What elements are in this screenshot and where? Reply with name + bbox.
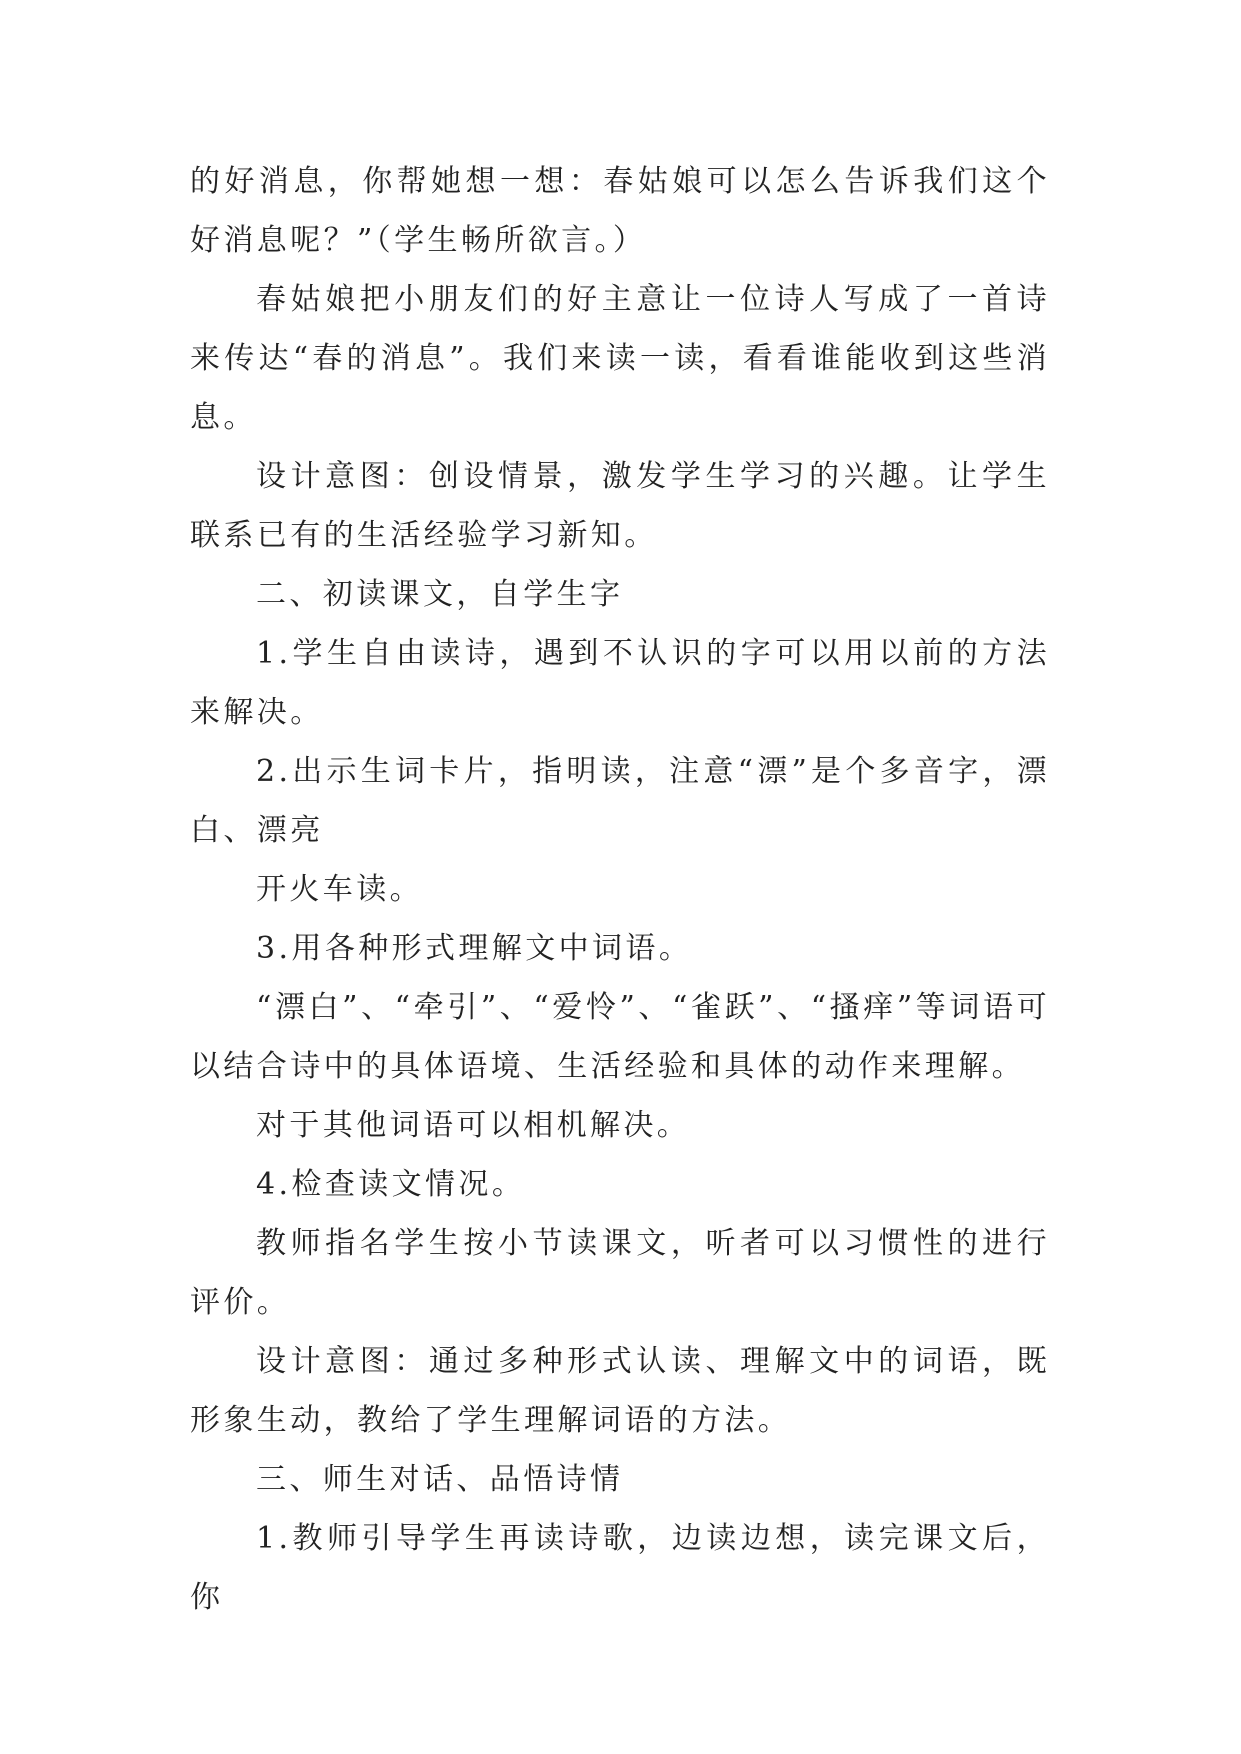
step-2: 2.出示生词卡片，指明读，注意“漂”是个多音字，漂白、漂亮 bbox=[190, 754, 1050, 848]
step-3: 3.用各种形式理解文中词语。 bbox=[256, 931, 693, 966]
paragraph-other-words: 对于其他词语可以相机解决。 bbox=[256, 1108, 691, 1143]
section-heading-2: 二、初读课文，自学生字 bbox=[256, 577, 624, 612]
document-body bbox=[190, 152, 1050, 1627]
paragraph-poem-intro: 春姑娘把小朋友们的好主意让一位诗人写成了一首诗来传达“春的消息”。我们来读一读，看看谁能收到这些消息。 bbox=[190, 282, 1050, 435]
paragraph-design-intent-2: 设计意图：通过多种形式认读、理解文中的词语，既形象生动，教给了学生理解词语的方法。 bbox=[190, 1344, 1050, 1438]
paragraph-teacher-evaluation: 教师指名学生按小节读课文，听者可以习惯性的进行评价。 bbox=[190, 1226, 1050, 1320]
paragraph-word-explanation: “漂白”、“牵引”、“爱怜”、“雀跃”、“搔痒”等词语可以结合诗中的具体语境、生活经验和具体的动作来理解。 bbox=[190, 990, 1050, 1084]
step-1-teacher-guidance: 1.教师引导学生再读诗歌，边读边想，读完课文后，你 bbox=[190, 1521, 1050, 1615]
step-4: 4.检查读文情况。 bbox=[256, 1167, 526, 1202]
paragraph-train-reading: 开火车读。 bbox=[256, 872, 423, 907]
paragraph-continued-question: 的好消息，你帮她想一想：春姑娘可以怎么告诉我们这个好消息呢？”（学生畅所欲言。） bbox=[190, 164, 1050, 258]
section-heading-3: 三、师生对话、品悟诗情 bbox=[256, 1462, 624, 1497]
step-1: 1.学生自由读诗，遇到不认识的字可以用以前的方法来解决。 bbox=[190, 636, 1050, 730]
paragraph-design-intent-1: 设计意图：创设情景，激发学生学习的兴趣。让学生联系已有的生活经验学习新知。 bbox=[190, 459, 1050, 553]
